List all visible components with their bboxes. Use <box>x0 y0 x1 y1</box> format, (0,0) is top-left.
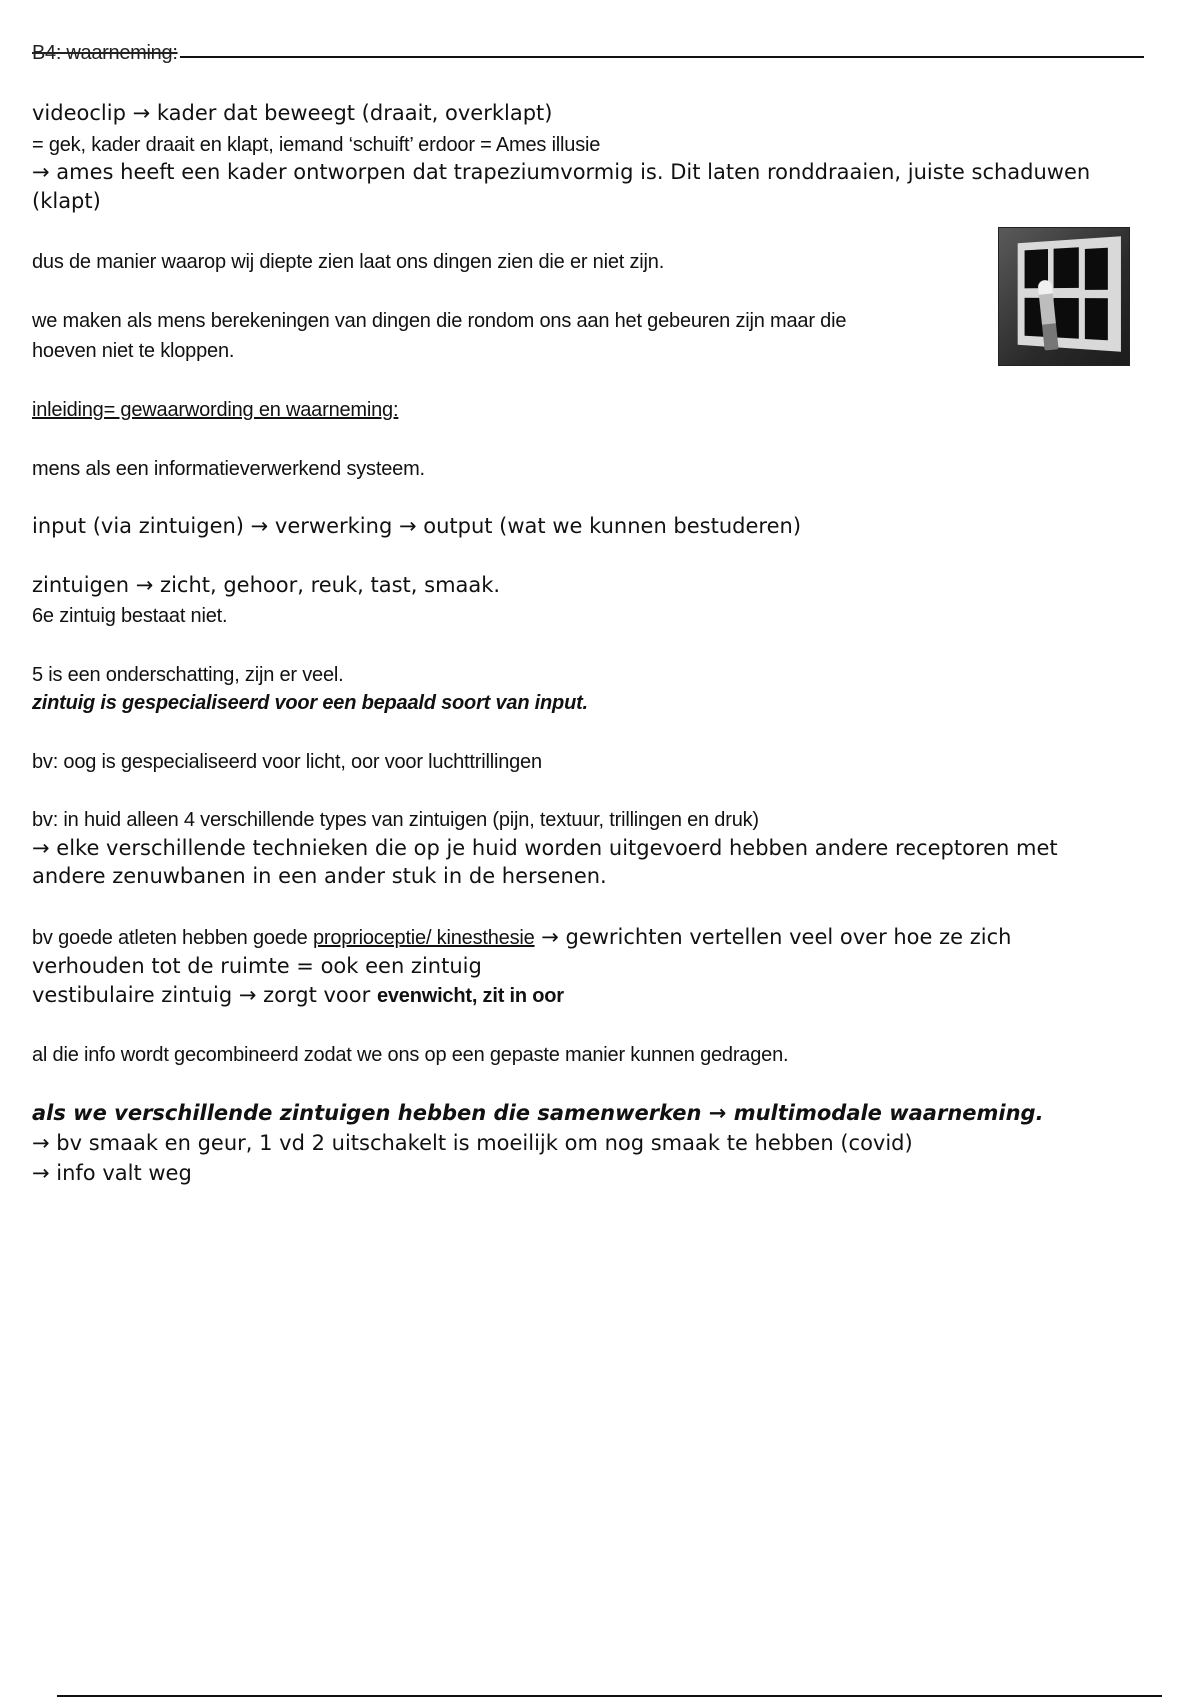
window-pane <box>1085 298 1108 340</box>
text-line: input (via zintuigen) → verwerking → output (wat we kunnen bestuderen) <box>32 514 802 538</box>
text-line: we maken als mens berekeningen van dingen die rondom ons aan het gebeuren zijn maar die <box>32 310 847 332</box>
section-heading: B4: waarneming: <box>32 42 178 64</box>
text-line: al die info wordt gecombineerd zodat we ons op een gepaste manier kunnen gedragen. <box>32 1044 789 1066</box>
text-line: bv: in huid alleen 4 verschillende types van zintuigen (pijn, textuur, trillingen en druk) <box>32 809 759 831</box>
text-line: zintuigen → zicht, gehoor, reuk, tast, smaak. <box>32 573 501 597</box>
text-line: → elke verschillende technieken die op je huid worden uitgevoerd hebben andere receptoren met <box>32 836 1058 860</box>
text-line: = gek, kader draait en klapt, iemand ‘schuift’ erdoor = Ames illusie <box>32 134 601 156</box>
window-pane <box>1054 247 1079 288</box>
text-line: hoeven niet te kloppen. <box>32 340 235 362</box>
text-line-mixed: bv goede atleten hebben goede proprioceptie/ kinesthesie → gewrichten vertellen veel over hoe ze zich <box>32 925 1012 949</box>
section-heading-row <box>32 42 1144 66</box>
text-line: 6e zintuig bestaat niet. <box>32 605 228 627</box>
text-line: → ames heeft een kader ontworpen dat trapeziumvormig is. Dit laten ronddraaien, juiste schaduwen <box>32 160 1091 184</box>
text-line: → info valt weg <box>32 1161 192 1185</box>
emphasis-line: zintuig is gespecialiseerd voor een bepaald soort van input. <box>32 692 588 714</box>
footer-divider <box>57 1695 1162 1697</box>
heading-divider <box>32 56 1144 58</box>
emphasis-line: als we verschillende zintuigen hebben die samenwerken → multimodale waarneming. <box>32 1101 1044 1125</box>
text-line: bv: oog is gespecialiseerd voor licht, oor voor luchttrillingen <box>32 751 542 773</box>
text-line: dus de manier waarop wij diepte zien laat ons dingen zien die er niet zijn. <box>32 251 665 273</box>
bold-term: evenwicht, zit in oor <box>376 985 564 1007</box>
ames-window-photo <box>998 227 1130 366</box>
trapezoid-frame <box>1018 236 1121 351</box>
text-line-mixed: vestibulaire zintuig → zorgt voor evenwicht, zit in oor <box>32 983 564 1007</box>
text-line: (klapt) <box>32 189 101 213</box>
text-line: andere zenuwbanen in een ander stuk in de hersenen. <box>32 864 607 888</box>
subheading: inleiding= gewaarwording en waarneming: <box>32 399 399 421</box>
text-line: mens als een informatieverwerkend systeem. <box>32 458 425 480</box>
text-line: videoclip → kader dat beweegt (draait, overklapt) <box>32 101 553 125</box>
window-pane <box>1054 298 1079 339</box>
text-line: 5 is een onderschatting, zijn er veel. <box>32 664 344 686</box>
text-line: verhouden tot de ruimte = ook een zintuig <box>32 954 482 978</box>
window-pane <box>1085 248 1108 290</box>
underlined-term: proprioceptie/ kinesthesie <box>312 927 535 949</box>
text-line: → bv smaak en geur, 1 vd 2 uitschakelt is moeilijk om nog smaak te hebben (covid) <box>32 1131 913 1155</box>
